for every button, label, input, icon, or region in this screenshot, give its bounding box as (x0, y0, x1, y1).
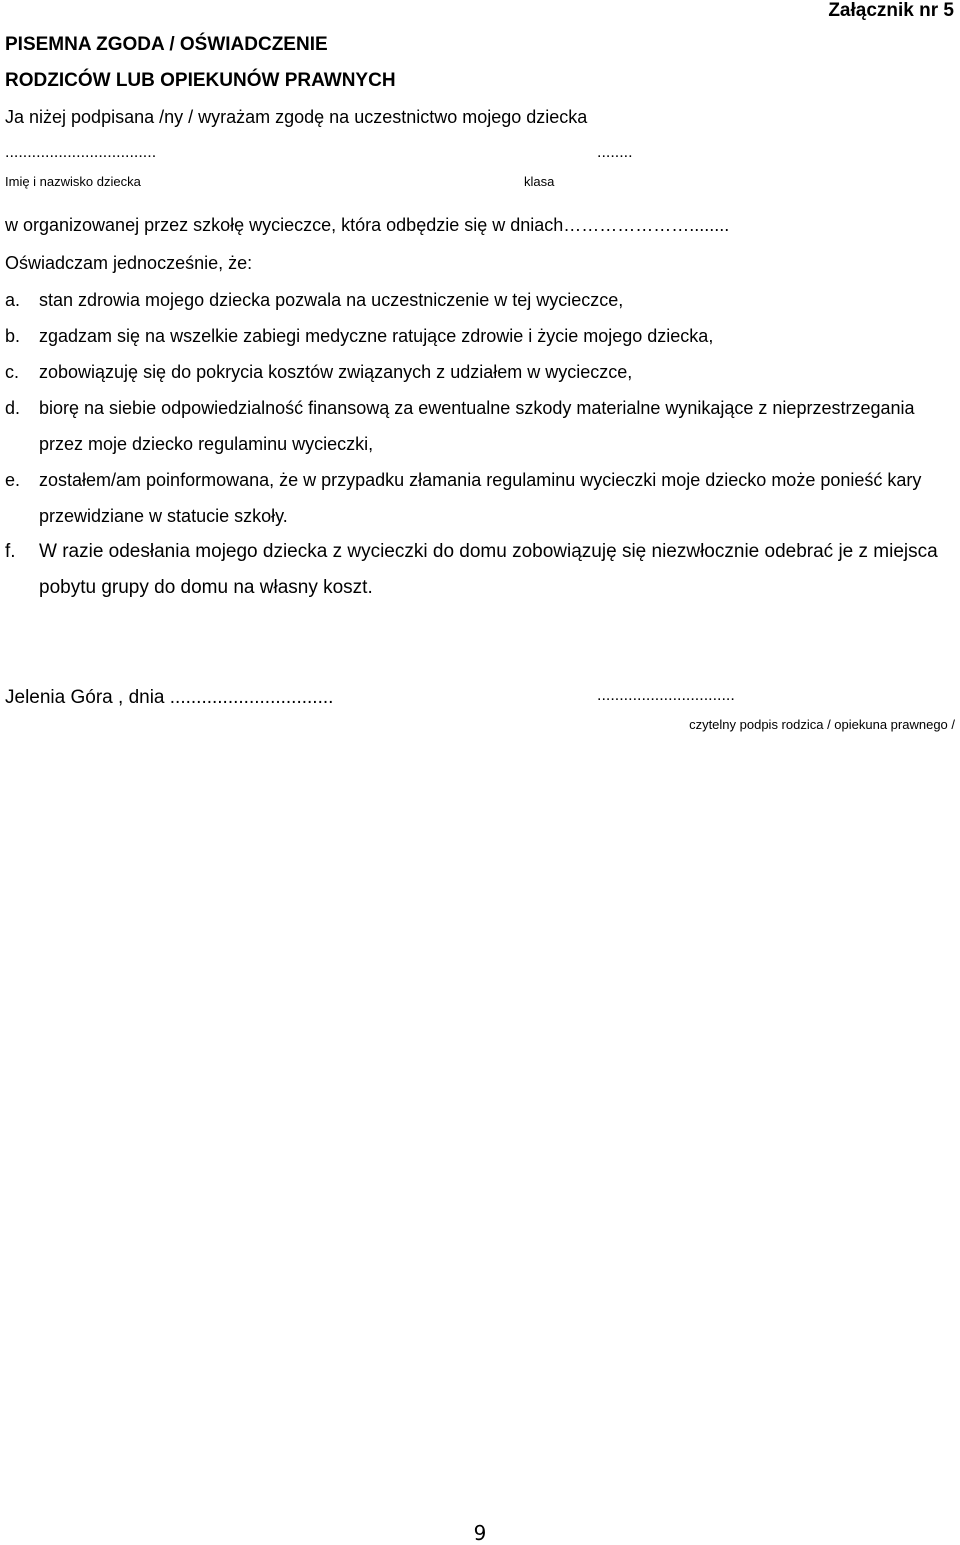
item-marker: b. (5, 326, 21, 346)
child-class-dots: ........ (597, 144, 633, 161)
signature-dots: ............................... (597, 687, 735, 704)
item-text: W razie odesłania mojego dziecka z wycieczki do domu zobowiązuję się niezwłocznie odebrać je z miejsca pobytu grupy do domu na własny koszt. (39, 541, 938, 598)
item-marker: d. (5, 398, 21, 418)
declaration-item-d (5, 390, 960, 462)
declaration-item-b (5, 318, 960, 354)
declaration-intro: Oświadczam jednocześnie, że: (5, 253, 253, 273)
document-title-line-2: RODZICÓW LUB OPIEKUNÓW PRAWNYCH (5, 70, 396, 91)
item-marker: a. (5, 290, 21, 310)
signature-caption: czytelny podpis rodzica / opiekuna prawnego / (689, 717, 955, 732)
item-text: zgadzam się na wszelkie zabiegi medyczne ratujące zdrowie i życie mojego dziecka, (39, 326, 714, 346)
page-number: 9 (473, 1521, 487, 1545)
item-marker: f. (5, 541, 16, 562)
item-text: biorę na siebie odpowiedzialność finansową za ewentualne szkody materialne wynikające z nieprzestrzegania przez moje dziecko regulaminu wycieczki, (39, 398, 915, 454)
document-title-line-1: PISEMNA ZGODA / OŚWIADCZENIE (5, 34, 328, 55)
attachment-label: Załącznik nr 5 (828, 0, 954, 21)
consent-intro-text: Ja niżej podpisana /ny / wyrażam zgodę na uczestnictwo mojego dziecka (5, 107, 588, 127)
declaration-item-f (5, 534, 960, 606)
declaration-item-e (5, 462, 960, 534)
item-text: stan zdrowia mojego dziecka pozwala na uczestniczenie w tej wycieczce, (39, 290, 624, 310)
child-class-label: klasa (524, 174, 555, 189)
item-text: zostałem/am poinformowana, że w przypadku złamania regulaminu wycieczki moje dziecko może ponieść kary przewidziane w statucie szkoły. (39, 470, 922, 526)
item-text: zobowiązuję się do pokrycia kosztów związanych z udziałem w wycieczce, (39, 362, 633, 382)
place-date-field: Jelenia Góra , dnia ............................... (5, 687, 334, 708)
child-name-dots: .................................. (5, 144, 157, 161)
child-name-label: Imię i nazwisko dziecka (5, 174, 141, 189)
declaration-item-a (5, 282, 960, 318)
item-marker: c. (5, 362, 20, 382)
trip-sentence: w organizowanej przez szkołę wycieczce, która odbędzie się w dniach…………………........ (5, 215, 730, 235)
item-marker: e. (5, 470, 21, 490)
declaration-item-c (5, 354, 960, 390)
